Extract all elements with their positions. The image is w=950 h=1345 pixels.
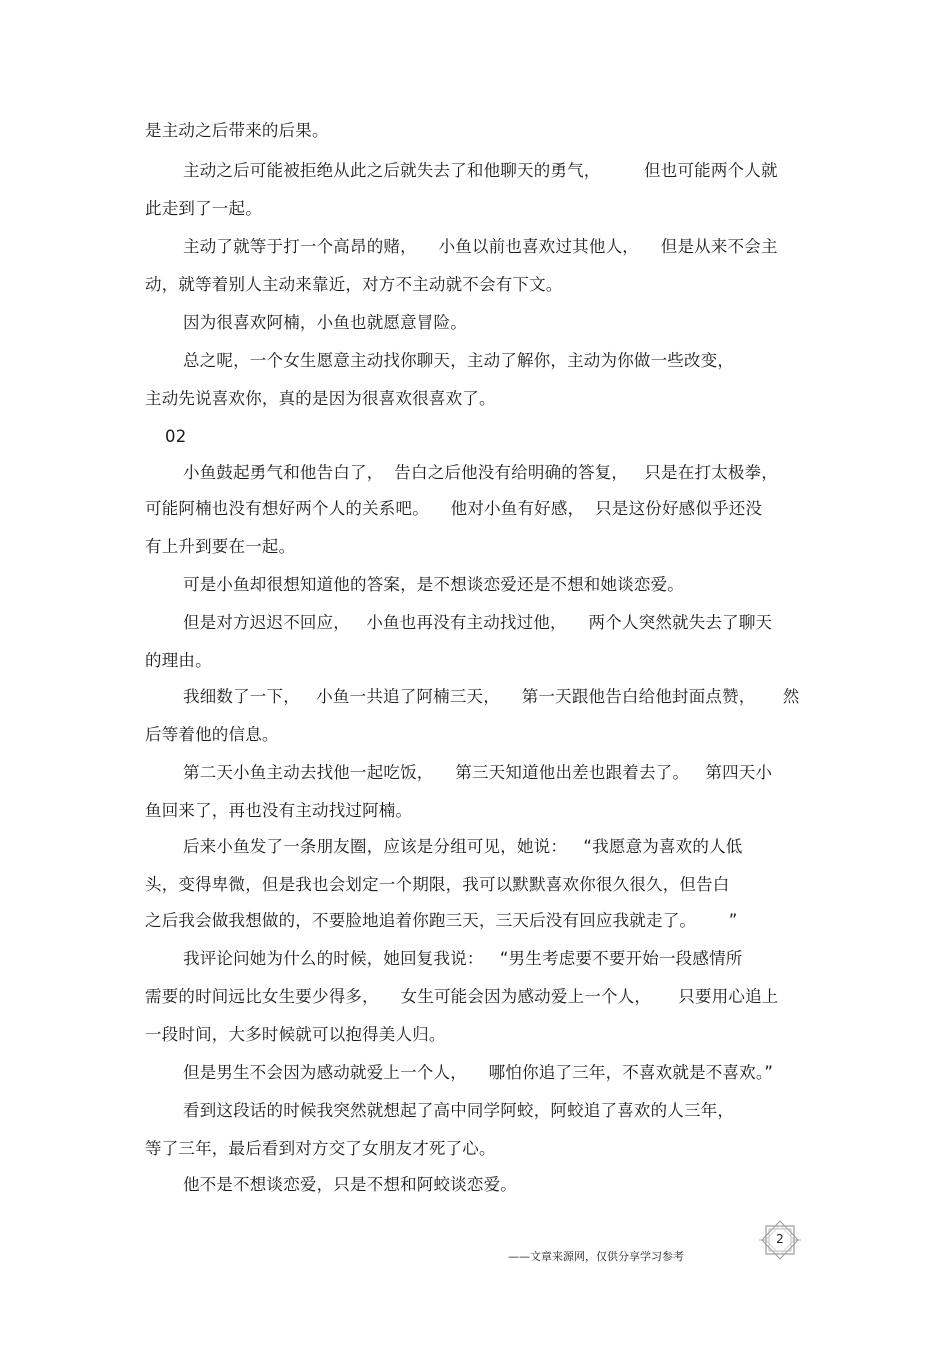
text-line-24: 需要的时间远比女生要少得多， 女生可能会因为感动爱上一个人， 只要用心追上 xyxy=(145,987,779,1006)
text-line-19: 鱼回来了，再也没有主动找过阿楠。 xyxy=(145,801,413,820)
text-line-3: 此走到了一起。 xyxy=(145,199,262,218)
text-line-27: 看到这段话的时候我突然就想起了高中同学阿蛟，阿蛟追了喜欢的人三年， xyxy=(183,1101,735,1120)
text-line-20: 后来小鱼发了一条朋友圈，应该是分组可见，她说： “我愿意为喜欢的人低 xyxy=(183,837,743,856)
text-line-5: 动，就等着别人主动来靠近，对方不主动就不会有下文。 xyxy=(145,275,563,294)
section-number: 02 xyxy=(165,427,187,446)
text-line-12: 有上升到要在一起。 xyxy=(145,537,296,556)
text-line-14: 但是对方迟迟不回应， 小鱼也再没有主动找过他， 两个人突然就失去了聊天 xyxy=(183,613,773,632)
text-line-13: 可是小鱼却很想知道他的答案，是不想谈恋爱还是不想和她谈恋爱。 xyxy=(183,575,684,594)
text-line-4: 主动了就等于打一个高昂的赌， 小鱼以前也喜欢过其他人， 但是从来不会主 xyxy=(183,237,778,256)
text-line-10: 小鱼鼓起勇气和他告白了， 告白之后他没有给明确的答复， 只是在打太极拳， xyxy=(183,463,779,482)
text-line-18: 第二天小鱼主动去找他一起吃饭， 第三天知道他出差也跟着去了。 第四天小 xyxy=(183,763,773,782)
text-line-25: 一段时间，大多时候就可以抱得美人归。 xyxy=(145,1025,446,1044)
text-line-16: 我细数了一下， 小鱼一共追了阿楠三天， 第一天跟他告白给他封面点赞， 然 xyxy=(183,687,800,706)
page-number: 2 xyxy=(776,1232,784,1246)
text-line-1: 是主动之后带来的后果。 xyxy=(145,121,329,140)
text-line-29: 他不是不想谈恋爱，只是不想和阿蛟谈恋爱。 xyxy=(183,1175,517,1194)
text-line-11: 可能阿楠也没有想好两个人的关系吧。 他对小鱼有好感， 只是这份好感似乎还没 xyxy=(145,499,763,518)
footer-source-note: ——文章来源网，仅供分享学习参考 xyxy=(508,1250,684,1263)
text-line-23: 我评论问她为什么的时候，她回复我说： “男生考虑要不要开始一段感情所 xyxy=(183,949,743,968)
text-line-8: 主动先说喜欢你，真的是因为很喜欢很喜欢了。 xyxy=(145,389,496,408)
text-line-2: 主动之后可能被拒绝从此之后就失去了和他聊天的勇气， 但也可能两个人就 xyxy=(183,161,778,180)
text-line-6: 因为很喜欢阿楠，小鱼也就愿意冒险。 xyxy=(183,313,467,332)
text-line-22: 之后我会做我想做的，不要脸地追着你跑三天，三天后没有回应我就走了。 ” xyxy=(145,911,738,930)
page-number-badge xyxy=(757,1220,803,1260)
text-line-28: 等了三年，最后看到对方交了女朋友才死了心。 xyxy=(145,1139,496,1158)
text-line-7: 总之呢，一个女生愿意主动找你聊天，主动了解你，主动为你做一些改变， xyxy=(183,351,735,370)
text-line-21: 头，变得卑微，但是我也会划定一个期限，我可以默默喜欢你很久很久，但告白 xyxy=(145,875,730,894)
text-line-26: 但是男生不会因为感动就爱上一个人， 哪怕你追了三年，不喜欢就是不喜欢。” xyxy=(183,1063,774,1082)
text-line-17: 后等着他的信息。 xyxy=(145,725,279,744)
text-line-15: 的理由。 xyxy=(145,651,212,670)
